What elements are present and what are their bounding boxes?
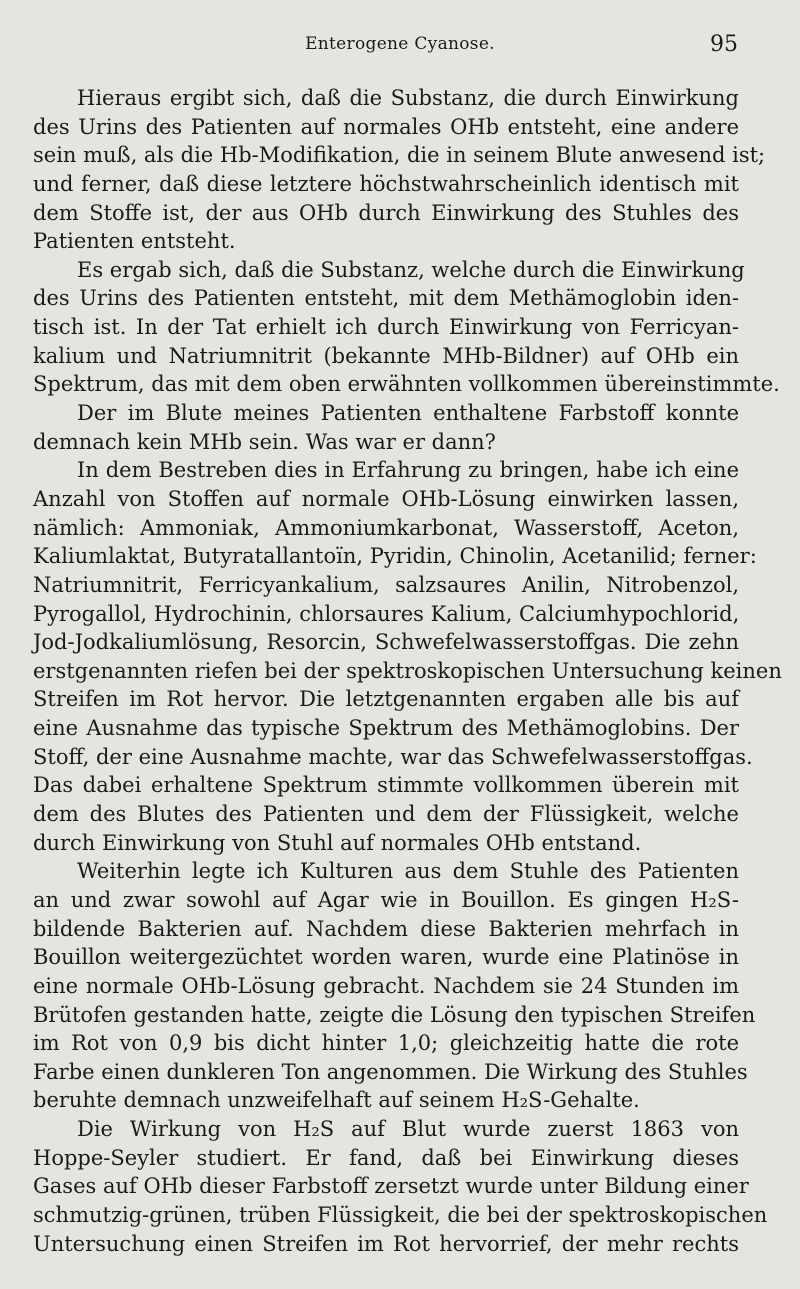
body-text [33, 84, 782, 1258]
text-line: nämlich: Ammoniak, Ammoniumkarbonat, Wasserstoff, Aceton, [33, 515, 739, 540]
text-line: Streifen im Rot hervor. Die letztgenannten ergaben alle bis auf [33, 687, 739, 712]
text-line: Kaliumlaktat, Butyratallantoïn, Pyridin, Chinolin, Acetanilid; ferner: [33, 544, 757, 569]
text-line: des Urins des Patienten entsteht, mit dem Methämoglobin iden- [33, 286, 739, 311]
running-title: Enterogene Cyanose. [305, 34, 495, 54]
text-line: bildende Bakterien auf. Nachdem diese Bakterien mehrfach in [33, 916, 739, 941]
text-line: Pyrogallol, Hydrochinin, chlorsaures Kalium, Calciumhypochlorid, [33, 601, 740, 626]
text-line: Stoff, der eine Ausnahme machte, war das Schwefelwasserstoffgas. [33, 744, 753, 769]
text-line: schmutzig-grünen, trüben Flüssigkeit, die bei der spektroskopischen [33, 1202, 768, 1227]
text-line: dem Stoffe ist, der aus OHb durch Einwirkung des Stuhles des [33, 200, 739, 225]
text-line: demnach kein MHb sein. Was war er dann? [33, 429, 496, 454]
text-line: Natriumnitrit, Ferricyankalium, salzsaures Anilin, Nitrobenzol, [33, 572, 739, 597]
text-line: Patienten entsteht. [33, 229, 236, 254]
text-line: eine normale OHb-Lösung gebracht. Nachdem sie 24 Stunden im [33, 973, 739, 998]
text-line: Farbe einen dunkleren Ton angenommen. Die Wirkung des Stuhles [33, 1059, 748, 1084]
text-line: Untersuchung einen Streifen im Rot hervorrief, der mehr rechts [33, 1231, 739, 1256]
text-line: an und zwar sowohl auf Agar wie in Bouillon. Es gingen H₂S- [33, 887, 739, 912]
text-line: erstgenannten riefen bei der spektroskopischen Untersuchung keinen [33, 658, 782, 683]
text-line: tisch ist. In der Tat erhielt ich durch Einwirkung von Ferricyan- [33, 315, 739, 340]
text-line: Hieraus ergibt sich, daß die Substanz, die durch Einwirkung [77, 86, 739, 110]
text-line: durch Einwirkung von Stuhl auf normales OHb entstand. [33, 830, 642, 855]
text-line: Hoppe-Seyler studiert. Er fand, daß bei Einwirkung dieses [33, 1145, 739, 1170]
text-line: Die Wirkung von H₂S auf Blut wurde zuerst 1863 von [77, 1117, 739, 1142]
text-line: kalium und Natriumnitrit (bekannte MHb-Bildner) auf OHb ein [33, 343, 739, 368]
text-line: Spektrum, das mit dem oben erwähnten vollkommen übereinstimmte. [33, 372, 780, 397]
page-number: 95 [710, 32, 738, 57]
text-line: dem des Blutes des Patienten und dem der Flüssigkeit, welche [33, 802, 739, 827]
text-line: Weiterhin legte ich Kulturen aus dem Stuhle des Patienten [77, 859, 739, 884]
text-line: Jod-Jodkaliumlösung, Resorcin, Schwefelwasserstoffgas. Die zehn [33, 630, 739, 655]
text-line: Bouillon weitergezüchtet worden waren, wurde eine Platinöse in [33, 945, 739, 970]
text-line: In dem Bestreben dies in Erfahrung zu bringen, habe ich eine [77, 458, 739, 483]
text-line: und ferner, daß diese letztere höchstwahrscheinlich identisch mit [33, 171, 739, 196]
text-line: eine Ausnahme das typische Spektrum des Methämoglobins. Der [33, 716, 739, 741]
text-line: sein muß, als die Hb-Modifikation, die in seinem Blute anwesend ist; [33, 143, 766, 168]
text-line: Der im Blute meines Patienten enthaltene Farbstoff konnte [77, 401, 739, 426]
text-line: Es ergab sich, daß die Substanz, welche durch die Einwirkung [77, 257, 745, 282]
page-header [0, 34, 800, 60]
text-line: Brütofen gestanden hatte, zeigte die Lösung den typischen Streifen [33, 1002, 756, 1027]
text-line: des Urins des Patienten auf normales OHb entsteht, eine andere [33, 114, 739, 139]
text-line: Gases auf OHb dieser Farbstoff zersetzt wurde unter Bildung einer [33, 1174, 749, 1199]
text-line: im Rot von 0,9 bis dicht hinter 1,0; gleichzeitig hatte die rote [33, 1031, 739, 1056]
text-line: Anzahl von Stoffen auf normale OHb-Lösung einwirken lassen, [33, 486, 739, 511]
text-line: beruhte demnach unzweifelhaft auf seinem H₂S-Gehalte. [33, 1088, 640, 1113]
text-line: Das dabei erhaltene Spektrum stimmte vollkommen überein mit [33, 773, 739, 798]
